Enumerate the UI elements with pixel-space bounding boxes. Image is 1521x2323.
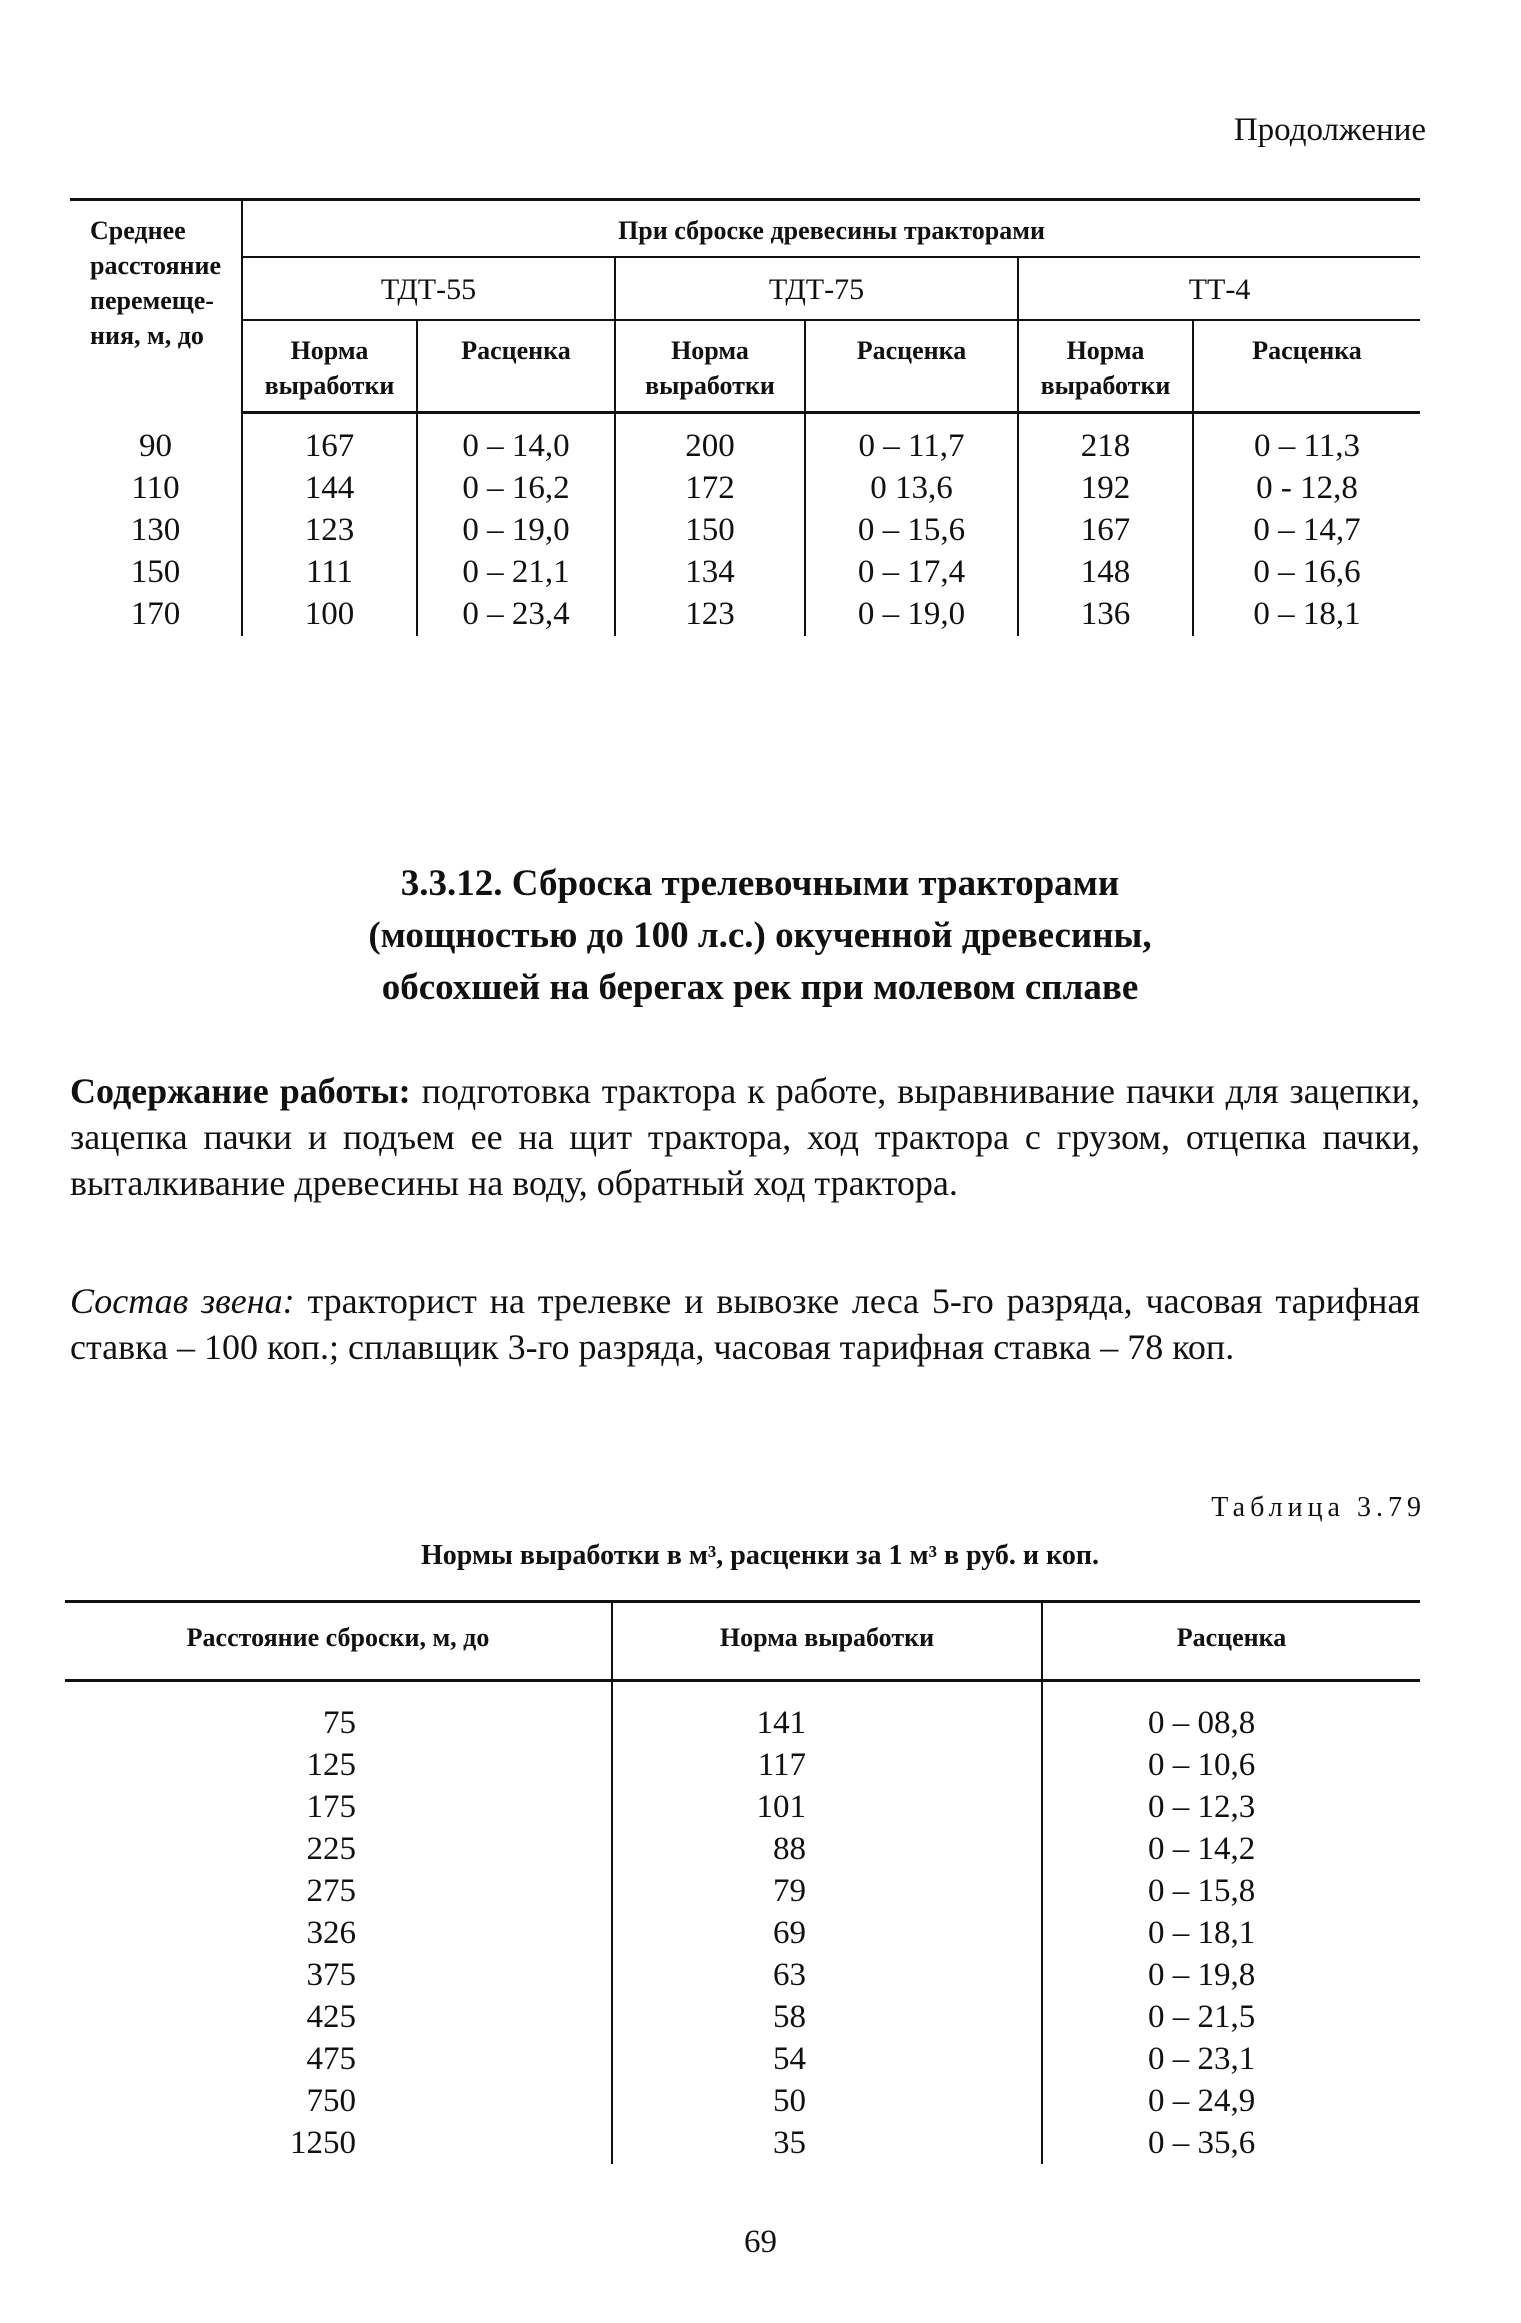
cell-distance: 170 bbox=[70, 594, 242, 636]
cell-value: 141 bbox=[612, 1681, 1042, 1745]
cell-distance: 110 bbox=[70, 468, 242, 510]
table-row bbox=[70, 552, 1420, 594]
cell-value: 0 - 12,8 bbox=[1256, 470, 1358, 507]
cell-value: 0 – 14,0 bbox=[417, 412, 615, 468]
work-content-paragraph bbox=[70, 1068, 1420, 1206]
section-title-line: (мощностью до 100 л.с.) окученной древесины, bbox=[368, 915, 1152, 956]
cell-distance: 175 bbox=[65, 1786, 612, 1828]
cell-value: 136 bbox=[1018, 594, 1193, 636]
cell-value: 54 bbox=[612, 2038, 1042, 2080]
table-row bbox=[65, 1912, 1420, 1954]
cell-value: 79 bbox=[612, 1870, 1042, 1912]
cell-distance: 125 bbox=[65, 1744, 612, 1786]
header-distance: Среднее расстояние перемеще-ния, м, до bbox=[70, 200, 242, 413]
cell-distance: 475 bbox=[65, 2038, 612, 2080]
cell-value: 148 bbox=[1018, 552, 1193, 594]
table-row bbox=[65, 1954, 1420, 1996]
cell-value: 35 bbox=[612, 2122, 1042, 2164]
header-rate: Расценка bbox=[1193, 320, 1420, 413]
cell-value: 0 – 11,7 bbox=[805, 412, 1018, 468]
table-row bbox=[65, 2080, 1420, 2122]
table-row bbox=[70, 468, 1420, 510]
cell-value: 150 bbox=[615, 510, 805, 552]
table-number-label: Таблица 3.79 bbox=[1211, 1492, 1426, 1523]
cell-value: 0 – 23,1 bbox=[1148, 2040, 1256, 2077]
cell-value: 0 – 15,8 bbox=[1148, 1872, 1256, 1909]
cell-value: 144 bbox=[242, 468, 417, 510]
cell-value: 0 – 24,9 bbox=[1148, 2082, 1256, 2119]
header-tractor-tdt55: ТДТ-55 bbox=[242, 257, 615, 320]
cell-distance: 425 bbox=[65, 1996, 612, 2038]
cell-value: 123 bbox=[242, 510, 417, 552]
header-tractor-tt4: ТТ-4 bbox=[1018, 257, 1420, 320]
cell-value: 167 bbox=[242, 412, 417, 468]
cell-distance: 90 bbox=[70, 412, 242, 468]
cell-value: 0 13,6 bbox=[805, 468, 1018, 510]
table-row bbox=[70, 412, 1420, 468]
cell-value: 0 – 16,2 bbox=[417, 468, 615, 510]
cell-value: 0 – 19,0 bbox=[417, 510, 615, 552]
header-rate: Расценка bbox=[805, 320, 1018, 413]
cell-value: 0 – 14,7 bbox=[1253, 512, 1361, 549]
cell-value: 0 – 17,4 bbox=[805, 552, 1018, 594]
cell-value: 0 – 35,6 bbox=[1148, 2124, 1256, 2161]
header-tractor-tdt75: ТДТ-75 bbox=[615, 257, 1018, 320]
cell-value: 218 bbox=[1018, 412, 1193, 468]
table-caption: Нормы выработки в м³, расценки за 1 м³ в руб. и коп. bbox=[421, 1540, 1099, 1571]
table-row bbox=[65, 1870, 1420, 1912]
header-norm: Норма выработки bbox=[242, 320, 417, 413]
table-row bbox=[65, 1996, 1420, 2038]
cell-distance: 130 bbox=[70, 510, 242, 552]
cell-distance: 150 bbox=[70, 552, 242, 594]
cell-value: 0 – 19,0 bbox=[805, 594, 1018, 636]
header-norm: Норма выработки bbox=[1018, 320, 1193, 413]
table-row bbox=[70, 594, 1420, 636]
cell-value: 167 bbox=[1018, 510, 1193, 552]
work-content-label: Содержание работы: bbox=[70, 1071, 411, 1111]
cell-value: 0 – 14,2 bbox=[1148, 1830, 1256, 1867]
cell-value: 0 – 11,3 bbox=[1253, 428, 1361, 465]
header-norm: Норма выработки bbox=[612, 1602, 1042, 1681]
cell-distance: 225 bbox=[65, 1828, 612, 1870]
header-tractor-group: При сброске древесины тракторами bbox=[242, 200, 1420, 258]
table-row bbox=[65, 1744, 1420, 1786]
table-row bbox=[65, 2122, 1420, 2164]
cell-distance: 326 bbox=[65, 1912, 612, 1954]
cell-value: 88 bbox=[612, 1828, 1042, 1870]
header-norm: Норма выработки bbox=[615, 320, 805, 413]
cell-value: 134 bbox=[615, 552, 805, 594]
cell-value: 0 – 10,6 bbox=[1148, 1746, 1256, 1783]
cell-value: 123 bbox=[615, 594, 805, 636]
cell-value: 0 – 18,1 bbox=[1253, 596, 1361, 633]
crew-paragraph bbox=[70, 1278, 1420, 1370]
table-row bbox=[65, 1828, 1420, 1870]
section-title-line: обсохшей на берегах рек при молевом сплаве bbox=[381, 967, 1139, 1008]
table-row bbox=[65, 1681, 1420, 1745]
tractor-norms-table bbox=[70, 198, 1420, 636]
table-row bbox=[65, 2038, 1420, 2080]
cell-value: 117 bbox=[612, 1744, 1042, 1786]
cell-value: 101 bbox=[612, 1786, 1042, 1828]
cell-value: 0 – 23,4 bbox=[417, 594, 615, 636]
table-row bbox=[70, 510, 1420, 552]
cell-value: 0 – 21,1 bbox=[417, 552, 615, 594]
continuation-label: Продолжение bbox=[1233, 112, 1426, 148]
cell-distance: 375 bbox=[65, 1954, 612, 1996]
crew-label: Состав звена: bbox=[70, 1281, 295, 1321]
page-number: 69 bbox=[744, 2224, 777, 2260]
cell-distance: 1250 bbox=[65, 2122, 612, 2164]
header-discharge-distance: Расстояние сброски, м, до bbox=[65, 1602, 612, 1681]
cell-distance: 750 bbox=[65, 2080, 612, 2122]
cell-value: 58 bbox=[612, 1996, 1042, 2038]
cell-value: 172 bbox=[615, 468, 805, 510]
crew-text: тракторист на трелевке и вывозке леса 5-го разряда, часовая тарифная ставка – 100 коп.; сплавщик 3-го разряда, часовая тарифная ставка – 78 коп. bbox=[70, 1281, 1420, 1367]
cell-value: 111 bbox=[242, 552, 417, 594]
table-row bbox=[65, 1786, 1420, 1828]
cell-distance: 275 bbox=[65, 1870, 612, 1912]
cell-value: 200 bbox=[615, 412, 805, 468]
work-content-text: подготовка трактора к работе, выравнивание пачки для зацепки, зацепка пачки и подъем ее на щит трактора, ход трактора с грузом, отцепка пачки, выталкивание древесины на воду, обратный ход трактора. bbox=[70, 1071, 1421, 1203]
section-title bbox=[60, 858, 1460, 1014]
header-rate: Расценка bbox=[1042, 1602, 1420, 1681]
cell-value: 0 – 21,5 bbox=[1148, 1998, 1256, 2035]
cell-value: 0 – 16,6 bbox=[1253, 554, 1361, 591]
cell-distance: 75 bbox=[65, 1681, 612, 1745]
cell-value: 0 – 15,6 bbox=[805, 510, 1018, 552]
cell-value: 63 bbox=[612, 1954, 1042, 1996]
cell-value: 0 – 12,3 bbox=[1148, 1788, 1256, 1825]
header-rate: Расценка bbox=[417, 320, 615, 413]
cell-value: 69 bbox=[612, 1912, 1042, 1954]
cell-value: 192 bbox=[1018, 468, 1193, 510]
discharge-norms-table bbox=[65, 1600, 1420, 2164]
cell-value: 100 bbox=[242, 594, 417, 636]
section-title-line: 3.3.12. Сброска трелевочными тракторами bbox=[400, 863, 1120, 904]
cell-value: 0 – 19,8 bbox=[1148, 1956, 1256, 1993]
cell-value: 50 bbox=[612, 2080, 1042, 2122]
cell-value: 0 – 08,8 bbox=[1148, 1704, 1256, 1741]
cell-value: 0 – 18,1 bbox=[1148, 1914, 1256, 1951]
